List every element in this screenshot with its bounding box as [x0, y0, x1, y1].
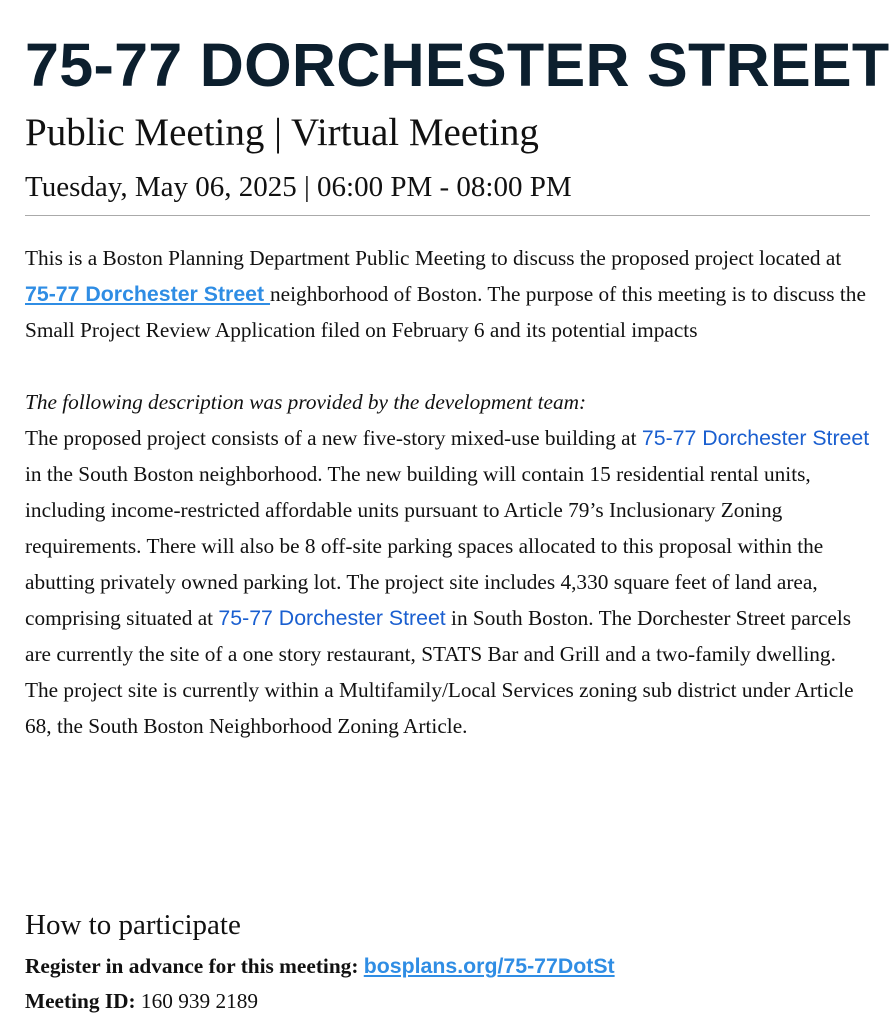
participate-heading: How to participate: [25, 909, 241, 941]
address-link-2[interactable]: 75-77 Dorchester Street: [641, 426, 870, 450]
description-lead: [25, 384, 870, 420]
description-text-3: in South Boston. The Dorchester Street parcels are currently the site of a one story restaurant, STATS Bar and Grill and a two-family dwelling. The project site is currently within a Multifamily/Local Services zoning sub district under Article 68, the South Boston Neighborhood Zoning Article.: [25, 606, 854, 738]
register-link[interactable]: bosplans.org/75-77DotSt: [363, 954, 615, 978]
description-paragraph: [25, 420, 870, 744]
meeting-type: Public Meeting | Virtual Meeting: [25, 111, 539, 154]
address-link-3[interactable]: 75-77 Dorchester Street: [218, 606, 446, 630]
description-text-2: in the South Boston neighborhood. The new building will contain 15 residential rental units, including income-restricted affordable units pursuant to Article 79’s Inclusionary Zoning requirements. There will also be 8 off-site parking spaces allocated to this proposal within the abutting privately owned parking lot. The project site includes 4,330 square feet of land area, comprising situated at: [25, 462, 824, 630]
meeting-datetime: Tuesday, May 06, 2025 | 06:00 PM - 08:00 PM: [25, 171, 572, 203]
register-label: Register in advance for this meeting:: [25, 954, 359, 978]
page-title: 75-77 DORCHESTER STREET: [25, 31, 890, 99]
meeting-id-row: [25, 984, 258, 1019]
meeting-id-value: 160 939 2189: [140, 989, 259, 1013]
register-row: [25, 949, 615, 984]
description-text: The proposed project consists of a new five-story mixed-use building at: [25, 426, 642, 450]
address-link[interactable]: 75-77 Dorchester Street: [25, 282, 271, 306]
description-lead-text: The following description was provided by the development team:: [25, 390, 587, 414]
intro-paragraph: [25, 240, 870, 348]
intro-text-end: neighborhood of Boston. The purpose of this meeting is to discuss the Small Project Review Application filed on February 6 and its potential impacts: [25, 282, 866, 342]
intro-text: This is a Boston Planning Department Public Meeting to discuss the proposed project located at: [25, 246, 842, 270]
meeting-id-label: Meeting ID:: [25, 989, 136, 1013]
divider: [25, 215, 870, 216]
event-body: [25, 240, 870, 744]
